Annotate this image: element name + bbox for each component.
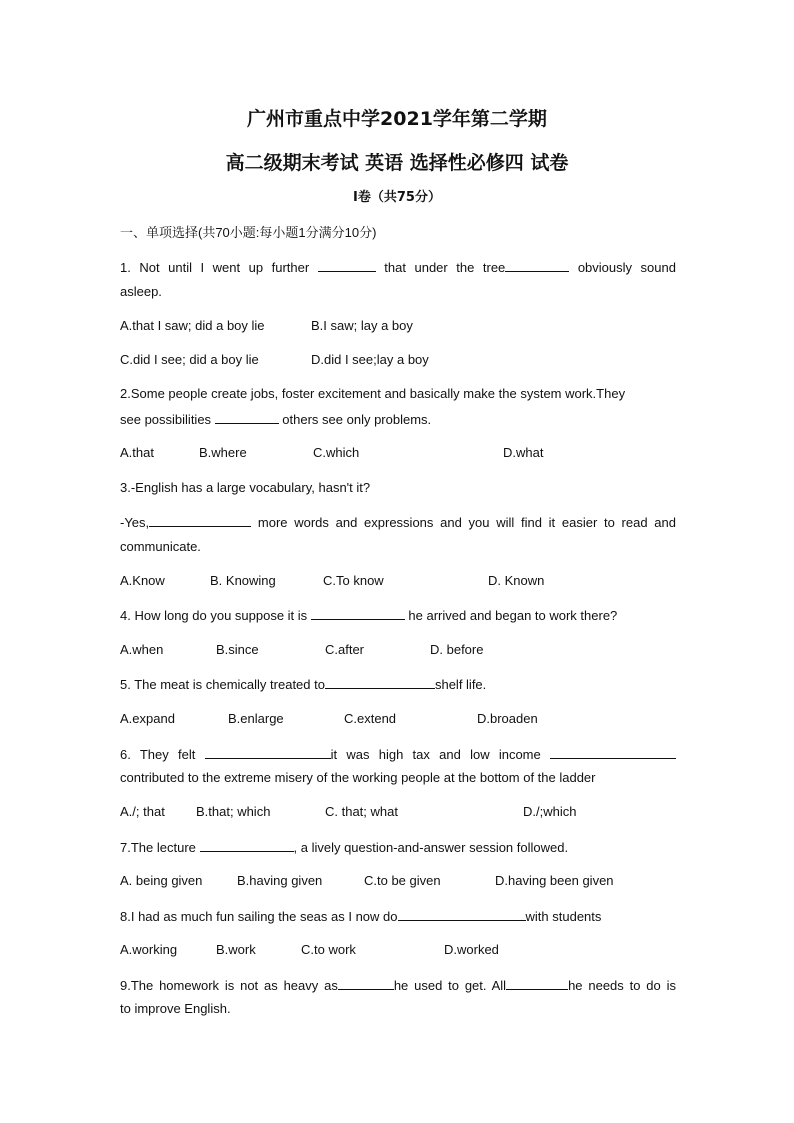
option-c: C.after xyxy=(325,642,365,657)
question-1-line2: asleep. xyxy=(120,284,162,299)
question-6-text-a: 6. They felt xyxy=(120,747,196,762)
answer-blank[interactable] xyxy=(506,977,568,990)
question-3-text-b: more words and expressions and you will find it easier to read and xyxy=(257,515,676,530)
question-8-text-a: 8.I had as much fun sailing the seas as I now do xyxy=(120,909,398,924)
question-2-text-b: others see only problems. xyxy=(282,412,432,427)
option-d: D.broaden xyxy=(477,711,538,726)
option-c: C. that; what xyxy=(325,804,398,819)
option-a: A.Know xyxy=(120,573,165,588)
option-d: D./;which xyxy=(523,804,577,819)
question-6-line1 xyxy=(120,746,676,762)
option-b: B.where xyxy=(199,445,247,460)
question-8-text-b: with students xyxy=(525,909,602,924)
question-9-text-c: he needs to do is xyxy=(568,978,676,993)
question-8-line1 xyxy=(120,908,601,924)
option-a: A.when xyxy=(120,642,164,657)
question-1-text-a: 1. Not until I went up further xyxy=(120,260,310,275)
question-1-text-c: obviously sound xyxy=(577,260,676,275)
question-2-line2 xyxy=(120,411,431,427)
option-c: C.To know xyxy=(323,573,384,588)
question-9-text-a: 9.The homework is not as heavy as xyxy=(120,978,338,993)
option-a: A.that I saw; did a boy lie xyxy=(120,318,265,333)
question-5-text-b: shelf life. xyxy=(434,677,487,692)
option-b: B.work xyxy=(216,942,256,957)
section-heading: I卷（共75分） xyxy=(353,190,441,205)
option-c: C.to work xyxy=(301,942,356,957)
question-2-line1: 2.Some people create jobs, foster excitement and basically make the system work.They xyxy=(120,386,626,401)
question-6-line2: contributed to the extreme misery of the working people at the bottom of the ladder xyxy=(120,770,596,785)
option-d: D.did I see;lay a boy xyxy=(311,352,429,367)
question-2-text-a: see possibilities xyxy=(120,412,212,427)
question-9-text-b: he used to get. All xyxy=(393,978,507,993)
answer-blank[interactable] xyxy=(398,908,526,921)
answer-blank[interactable] xyxy=(311,607,405,620)
option-b: B.I saw; lay a boy xyxy=(311,318,413,333)
option-c: C.which xyxy=(313,445,360,460)
option-d: D.what xyxy=(503,445,544,460)
question-3-line3: communicate. xyxy=(120,539,201,554)
question-7-text-b: , a lively question-and-answer session followed. xyxy=(293,840,569,855)
question-5-text-a: 5. The meat is chemically treated to xyxy=(120,677,325,692)
option-d: D.worked xyxy=(444,942,499,957)
question-9-line2: to improve English. xyxy=(120,1001,231,1016)
question-1-text-b: that under the tree xyxy=(384,260,506,275)
option-a: A./; that xyxy=(120,804,165,819)
answer-blank[interactable] xyxy=(200,839,294,852)
option-d: D.having been given xyxy=(495,873,614,888)
question-4-text-a: 4. How long do you suppose it is xyxy=(120,608,308,623)
answer-blank[interactable] xyxy=(505,259,569,272)
question-3-line1: 3.-English has a large vocabulary, hasn't it? xyxy=(120,480,371,495)
question-5-line1 xyxy=(120,676,486,692)
option-c: C.extend xyxy=(344,711,397,726)
answer-blank[interactable] xyxy=(550,746,676,759)
option-d: D. before xyxy=(430,642,484,657)
exam-title-line1: 广州市重点中学2021学年第二学期 xyxy=(247,108,547,130)
option-b: B.that; which xyxy=(196,804,271,819)
answer-blank[interactable] xyxy=(325,676,435,689)
answer-blank[interactable] xyxy=(318,259,376,272)
option-d: D. Known xyxy=(488,573,545,588)
question-4-line1 xyxy=(120,607,617,623)
answer-blank[interactable] xyxy=(215,411,279,424)
question-7-line1 xyxy=(120,839,568,855)
option-c: C.did I see; did a boy lie xyxy=(120,352,259,367)
option-a: A.expand xyxy=(120,711,175,726)
answer-blank[interactable] xyxy=(338,977,394,990)
question-1-line1 xyxy=(120,259,676,275)
option-b: B.since xyxy=(216,642,259,657)
option-a: A.that xyxy=(120,445,154,460)
question-3-text-a: -Yes, xyxy=(120,515,150,530)
answer-blank[interactable] xyxy=(205,746,331,759)
option-a: A. being given xyxy=(120,873,203,888)
part-heading: 一、单项选择(共70小题:每小题1分满分10分) xyxy=(120,225,377,240)
option-b: B. Knowing xyxy=(210,573,276,588)
question-4-text-b: he arrived and began to work there? xyxy=(408,608,618,623)
question-6-text-b: it was high tax and low income xyxy=(330,747,541,762)
option-b: B.having given xyxy=(237,873,323,888)
exam-title-line2: 高二级期末考试 英语 选择性必修四 试卷 xyxy=(225,152,569,174)
question-7-text-a: 7.The lecture xyxy=(120,840,196,855)
option-b: B.enlarge xyxy=(228,711,284,726)
option-a: A.working xyxy=(120,942,178,957)
option-c: C.to be given xyxy=(364,873,441,888)
answer-blank[interactable] xyxy=(149,514,251,527)
question-9-line1 xyxy=(120,977,676,993)
question-3-line2 xyxy=(120,514,676,530)
